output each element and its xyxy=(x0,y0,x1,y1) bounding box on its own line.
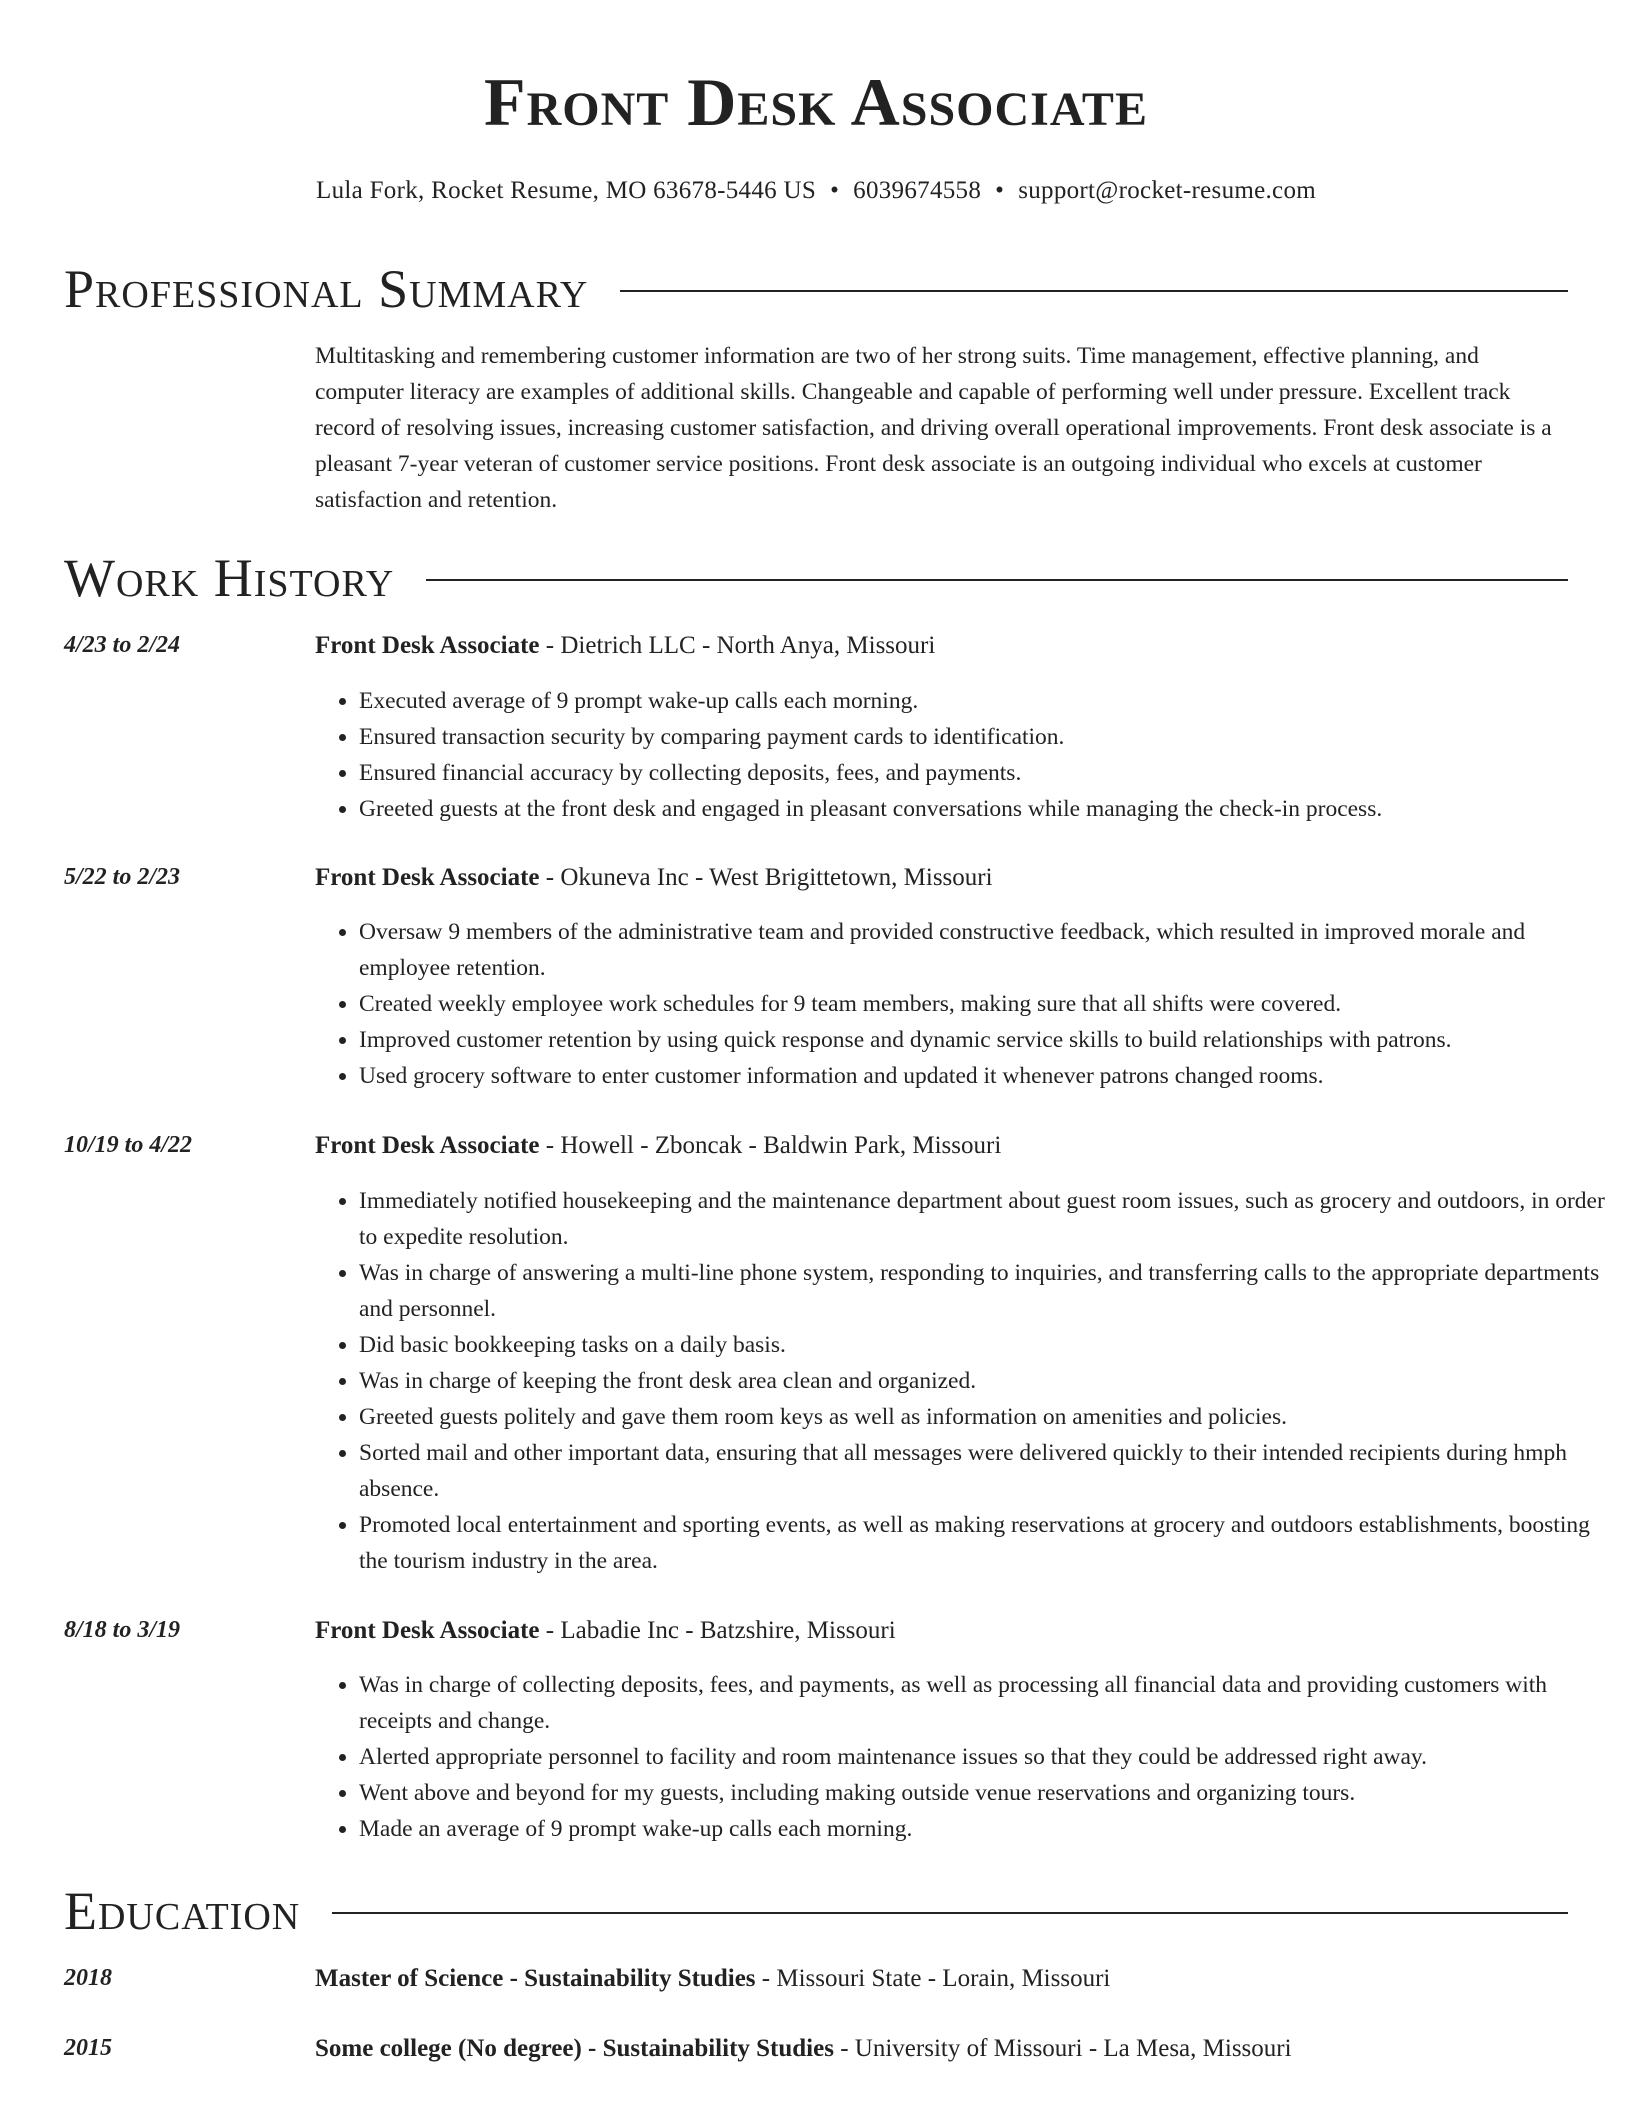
education-heading xyxy=(64,1881,1568,1941)
education-title xyxy=(315,1965,1110,1993)
job-title xyxy=(315,632,935,660)
job-employer: - Labadie Inc - Batzshire, Missouri xyxy=(539,1617,896,1644)
list-item: • Sorted mail and other important data, ensuring that all messages were delivered quickly to their intended recipients during hmph absence. xyxy=(359,1435,1612,1507)
education-school: - University of Missouri - La Mesa, Missouri xyxy=(833,2035,1292,2062)
education-school: - Missouri State - Lorain, Missouri xyxy=(755,1965,1111,1992)
job-bullets xyxy=(315,683,1612,827)
job-title xyxy=(315,1132,1001,1160)
section-title: Professional Summary xyxy=(64,259,589,319)
list-item: • Did basic bookkeeping tasks on a daily basis. xyxy=(359,1327,1612,1363)
phone: 6039674558 xyxy=(853,177,982,204)
job-dates: 4/23 to 2/24 xyxy=(64,632,181,658)
email: support@rocket-resume.com xyxy=(1018,177,1316,204)
education-degree: Master of Science - Sustainability Studies xyxy=(315,1965,756,1992)
list-item: • Used grocery software to enter customer information and updated it whenever patrons changed rooms. xyxy=(359,1058,1612,1094)
job-bullets xyxy=(315,914,1612,1094)
job-employer: - Dietrich LLC - North Anya, Missouri xyxy=(539,632,936,659)
education-year: 2015 xyxy=(64,2035,112,2061)
work-history-heading xyxy=(64,548,1568,608)
job-role: Front Desk Associate xyxy=(315,864,540,891)
education-title xyxy=(315,2035,1292,2063)
address: Lula Fork, Rocket Resume, MO 63678-5446 US xyxy=(316,177,817,204)
job-bullets xyxy=(315,1183,1612,1579)
section-title: Education xyxy=(64,1881,301,1941)
list-item: • Executed average of 9 prompt wake-up calls each morning. xyxy=(359,683,1612,719)
job-dates: 10/19 to 4/22 xyxy=(64,1132,193,1158)
section-title: Work History xyxy=(64,548,395,608)
job-dates: 8/18 to 3/19 xyxy=(64,1617,181,1643)
section-rule xyxy=(332,1912,1568,1914)
list-item: • Alerted appropriate personnel to facility and room maintenance issues so that they could be addressed right away. xyxy=(359,1739,1612,1775)
section-rule xyxy=(426,579,1568,581)
contact-line xyxy=(0,177,1632,205)
summary-heading xyxy=(64,259,1568,319)
education-year: 2018 xyxy=(64,1965,112,1991)
job-role: Front Desk Associate xyxy=(315,1617,540,1644)
list-item: • Promoted local entertainment and sporting events, as well as making reservations at grocery and outdoors establishments, boosting the tourism industry in the area. xyxy=(359,1507,1612,1579)
list-item: • Ensured financial accuracy by collecting deposits, fees, and payments. xyxy=(359,755,1612,791)
job-dates: 5/22 to 2/23 xyxy=(64,864,181,890)
education-degree: Some college (No degree) - Sustainability Studies xyxy=(315,2035,834,2062)
job-title xyxy=(315,864,993,892)
job-title xyxy=(315,1617,896,1645)
list-item: • Created weekly employee work schedules for 9 team members, making sure that all shifts were covered. xyxy=(359,986,1612,1022)
resume-title: Front Desk Associate xyxy=(484,64,1148,140)
list-item: • Was in charge of keeping the front desk area clean and organized. xyxy=(359,1363,1612,1399)
job-role: Front Desk Associate xyxy=(315,1132,540,1159)
contact-separator: • xyxy=(995,177,1005,204)
list-item: • Immediately notified housekeeping and the maintenance department about guest room issues, such as grocery and outdoors, in order to expedite resolution. xyxy=(359,1183,1612,1255)
job-employer: - Howell - Zboncak - Baldwin Park, Missouri xyxy=(539,1132,1002,1159)
job-employer: - Okuneva Inc - West Brigittetown, Missouri xyxy=(539,864,993,891)
list-item: • Improved customer retention by using quick response and dynamic service skills to build relationships with patrons. xyxy=(359,1022,1612,1058)
contact-separator: • xyxy=(830,177,840,204)
summary-text: Multitasking and remembering customer information are two of her strong suits. Time management, effective planning, and computer literacy are examples of additional skills. Changeable and capable of performing well under pressure. Excellent track record of resolving issues, increasing customer satisfaction, and driving overall operational improvements. Front desk associate is a pleasant 7-year veteran of customer service positions. Front desk associate is an outgoing individual who excels at customer satisfaction and retention. xyxy=(315,343,1552,513)
list-item: • Was in charge of collecting deposits, fees, and payments, as well as processing all financial data and providing customers with receipts and change. xyxy=(359,1667,1612,1739)
list-item: • Was in charge of answering a multi-line phone system, responding to inquiries, and transferring calls to the appropriate departments and personnel. xyxy=(359,1255,1612,1327)
list-item: • Oversaw 9 members of the administrative team and provided constructive feedback, which resulted in improved morale and employee retention. xyxy=(359,914,1612,986)
job-role: Front Desk Associate xyxy=(315,632,540,659)
list-item: • Went above and beyond for my guests, including making outside venue reservations and organizing tours. xyxy=(359,1775,1612,1811)
section-rule xyxy=(620,290,1568,292)
list-item: • Made an average of 9 prompt wake-up calls each morning. xyxy=(359,1811,1612,1847)
list-item: • Greeted guests politely and gave them room keys as well as information on amenities and policies. xyxy=(359,1399,1612,1435)
job-bullets xyxy=(315,1667,1612,1847)
list-item: • Ensured transaction security by comparing payment cards to identification. xyxy=(359,719,1612,755)
list-item: • Greeted guests at the front desk and engaged in pleasant conversations while managing the check-in process. xyxy=(359,791,1612,827)
